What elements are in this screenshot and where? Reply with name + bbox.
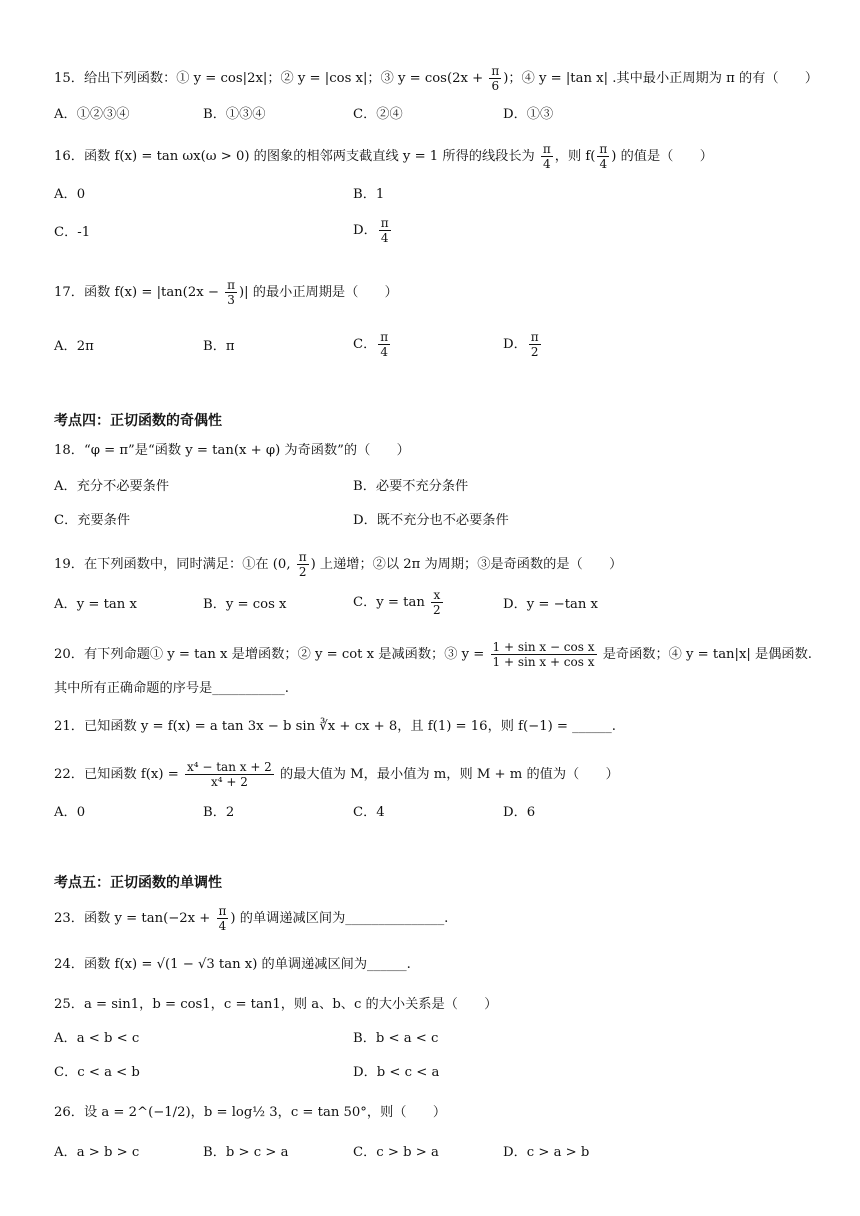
fraction: $\frac{\pi}{2}$ bbox=[298, 550, 307, 579]
fraction: $\frac{\pi}{6}$ bbox=[491, 64, 500, 93]
option-b[interactable]: B．2 bbox=[203, 805, 235, 820]
option-a[interactable]: A．a < b < c bbox=[54, 1031, 140, 1046]
option-c[interactable]: C．c > b > a bbox=[353, 1145, 439, 1160]
option-a[interactable]: A．a > b > c bbox=[54, 1145, 140, 1160]
option-c[interactable]: C．c < a < b bbox=[54, 1065, 140, 1080]
question-15: 15．给出下列函数：① y = cos|2x|；② y = |cos x|；③ y = cos(2x + $\frac{\pi}{6}$ )；④ y = |tan x| .其中最小正周期为 π 的有（ ） bbox=[54, 64, 819, 93]
question-17: 17．函数 f(x) = |tan(2x − $\frac{\pi}{3}$ )| 的最小正周期是（ ） bbox=[54, 278, 398, 307]
option-c[interactable]: C．y = tan $\frac{x}{2}$ bbox=[353, 588, 441, 617]
option-c[interactable]: C．-1 bbox=[54, 225, 91, 240]
option-b[interactable]: B．b < a < c bbox=[353, 1031, 439, 1046]
option-c[interactable]: C．充要条件 bbox=[54, 513, 131, 528]
section-heading: 考点五：正切函数的单调性 bbox=[54, 875, 222, 891]
fraction: $\frac{\pi}{4}$ bbox=[542, 142, 551, 171]
option-a[interactable]: A．充分不必要条件 bbox=[54, 479, 170, 494]
option-a[interactable]: A．①②③④ bbox=[54, 107, 130, 122]
option-a[interactable]: A．y = tan x bbox=[54, 597, 137, 612]
fraction: $\frac{\text{1 + sin x − cos x}}{\text{1 + sin x + cos x}}$ bbox=[492, 640, 595, 669]
option-d[interactable]: D．6 bbox=[503, 805, 536, 820]
question-20-line2: 其中所有正确命题的序号是___________. bbox=[54, 681, 289, 696]
question-26: 26．设 a = 2^(−1/2)，b = log½ 3，c = tan 50°，则（ ） bbox=[54, 1105, 447, 1120]
question-24: 24．函数 f(x) = √(1 − √3 tan x) 的单调递减区间为______. bbox=[54, 957, 411, 972]
question-20: 20．有下列命题① y = tan x 是增函数；② y = cot x 是减函数；③ y = $\frac{\text{1 + sin x − cos x}}{\text{1 + sin x + cos x}}$ 是奇函数；④ y = tan|x| 是偶函数. bbox=[54, 640, 813, 669]
question-23: 23．函数 y = tan(−2x + $\frac{\pi}{4}$ ) 的单调递减区间为_______________. bbox=[54, 904, 449, 933]
option-a[interactable]: A．0 bbox=[54, 805, 86, 820]
option-a[interactable]: A．0 bbox=[54, 187, 86, 202]
question-16: 16．函数 f(x) = tan ωx(ω > 0) 的图象的相邻两支截直线 y = 1 所得的线段长为 $\frac{\pi}{4}$ ，则 f( $\frac{\pi}{4}$ ) 的值是（ ） bbox=[54, 142, 713, 171]
fraction: $\frac{\pi}{4}$ bbox=[599, 142, 608, 171]
option-d[interactable]: D．y = −tan x bbox=[503, 597, 598, 612]
option-d[interactable]: D．①③ bbox=[503, 107, 554, 122]
fraction: $\frac{\pi}{4}$ bbox=[380, 216, 389, 245]
fraction: $\frac{x}{2}$ bbox=[433, 588, 441, 617]
option-d[interactable]: D． $\frac{\pi}{4}$ bbox=[353, 216, 389, 245]
option-b[interactable]: B．y = cos x bbox=[203, 597, 287, 612]
option-a[interactable]: A．2π bbox=[54, 339, 94, 354]
section-heading: 考点四：正切函数的奇偶性 bbox=[54, 413, 222, 429]
option-d[interactable]: D．b < c < a bbox=[353, 1065, 440, 1080]
option-c[interactable]: C． $\frac{\pi}{4}$ bbox=[353, 330, 389, 359]
fraction: $\frac{\pi}{4}$ bbox=[380, 330, 389, 359]
option-b[interactable]: B．b > c > a bbox=[203, 1145, 289, 1160]
question-19: 19．在下列函数中，同时满足：①在 (0, $\frac{\pi}{2}$ ) 上递增；②以 2π 为周期；③是奇函数的是（ ） bbox=[54, 550, 623, 579]
option-b[interactable]: B．1 bbox=[353, 187, 385, 202]
option-d[interactable]: D． $\frac{\pi}{2}$ bbox=[503, 330, 539, 359]
option-c[interactable]: C．②④ bbox=[353, 107, 403, 122]
question-18: 18．“φ = π”是“函数 y = tan(x + φ) 为奇函数”的（ ） bbox=[54, 443, 410, 458]
fraction: $\frac{\text{x⁴ − tan x + 2}}{\text{x⁴ + 2}}$ bbox=[186, 760, 272, 789]
fraction: $\frac{\pi}{4}$ bbox=[218, 904, 227, 933]
fraction: $\frac{\pi}{2}$ bbox=[530, 330, 539, 359]
question-22: 22．已知函数 f(x) = $\frac{\text{x⁴ − tan x + 2}}{\text{x⁴ + 2}}$ 的最大值为 M，最小值为 m，则 M + m 的值为（ ） bbox=[54, 760, 619, 789]
option-d[interactable]: D．c > a > b bbox=[503, 1145, 590, 1160]
question-21: 21．已知函数 y = f(x) = a tan 3x − b sin ∛x + cx + 8，且 f(1) = 16，则 f(−1) = ______. bbox=[54, 719, 616, 734]
option-b[interactable]: B．①③④ bbox=[203, 107, 266, 122]
fraction: $\frac{\pi}{3}$ bbox=[227, 278, 235, 307]
option-d[interactable]: D．既不充分也不必要条件 bbox=[353, 513, 509, 528]
option-c[interactable]: C．4 bbox=[353, 805, 385, 820]
option-b[interactable]: B．π bbox=[203, 339, 235, 354]
question-25: 25．a = sin1，b = cos1，c = tan1，则 a、b、c 的大小关系是（ ） bbox=[54, 997, 498, 1012]
option-b[interactable]: B．必要不充分条件 bbox=[353, 479, 469, 494]
